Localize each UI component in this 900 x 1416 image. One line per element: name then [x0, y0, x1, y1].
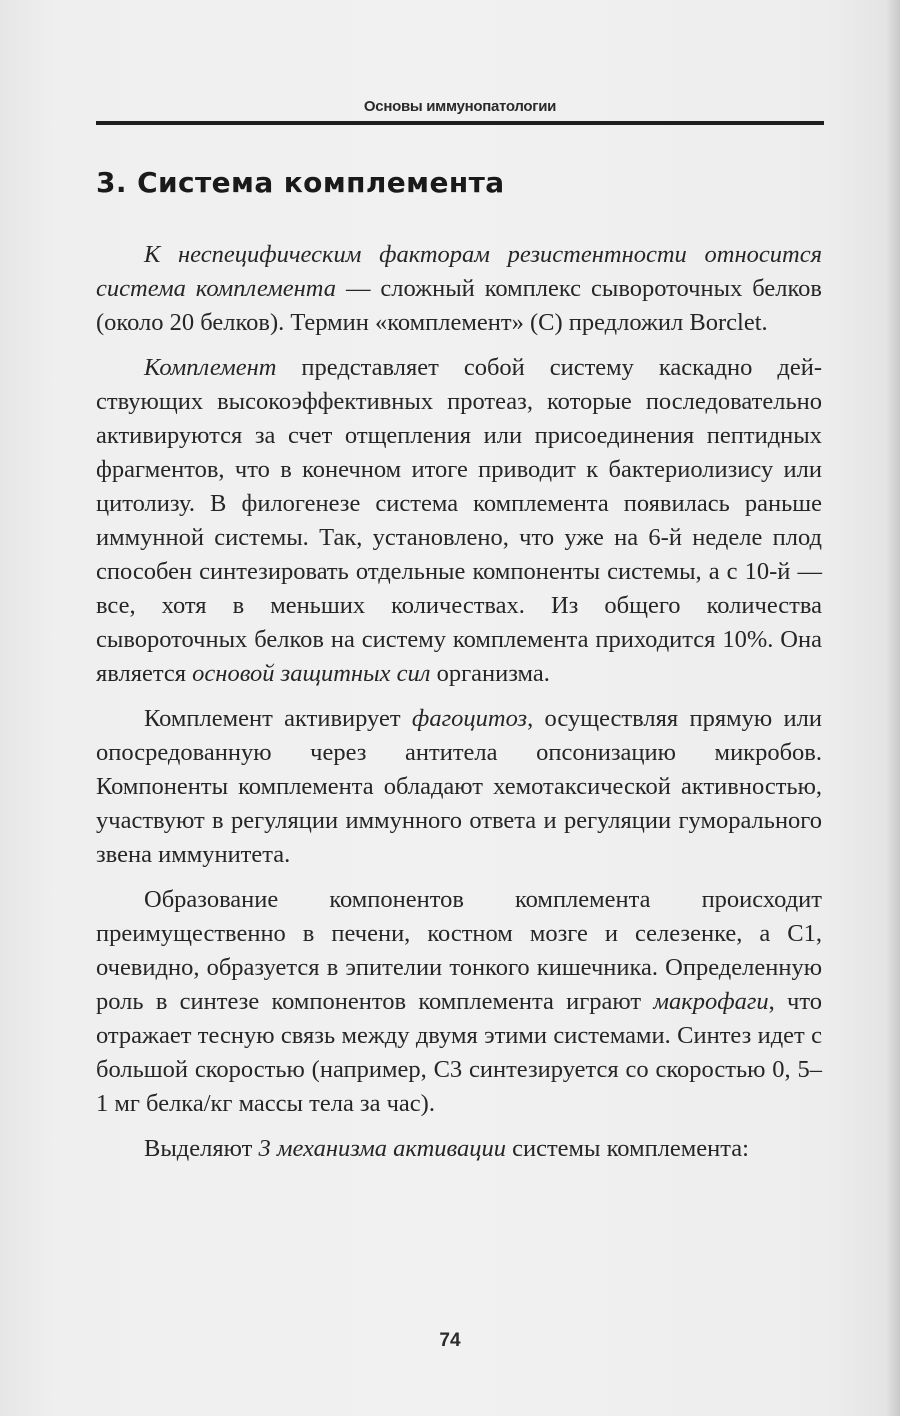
text-run: Выделяют — [144, 1135, 259, 1162]
header-rule — [96, 121, 824, 125]
text-run: , осуществляя прямую или опосредованную через антитела опсонизацию микробов. Компоненты комплемента обладают хемотаксической активностью, участвуют в регуляции иммунного ответа и регуляции гуморального звена иммунитета. — [96, 705, 822, 868]
text-run: Образование компонентов комплемента происходит преимущественно в печени, костном мозге и селезенке, а С1, очевидно, образуется в эпителии тонкого кишечника. Определенную роль в синтезе компонентов комплемента играют — [96, 886, 822, 1015]
page-edge-shadow — [886, 0, 900, 1416]
italic-run: основой защитных сил — [192, 660, 431, 687]
text-run: — сложный комплекс сывороточных белков (около 20 белков). Термин «комплемент» (С) предложил Borclet. — [96, 275, 822, 336]
text-run: организма. — [430, 660, 550, 687]
body-text — [96, 238, 822, 1166]
paragraph-5 — [96, 1132, 822, 1166]
italic-run: фагоцитоз — [411, 705, 528, 732]
text-run: , что отражает тесную связь между двумя этими системами. Синтез идет с большой скоростью (например, С3 синтезируется со скоростью 0, 5–1 мг белка/кг массы тела за час). — [96, 988, 822, 1117]
text-run: Комплемент активирует — [144, 705, 412, 732]
paragraph-1 — [96, 238, 822, 340]
paragraph-4 — [96, 883, 822, 1121]
page-number: 74 — [439, 1330, 461, 1351]
text-run: представляет собой систему каскадно действующих высокоэффективных протеаз, которые последовательно активируются за счет отщепления или присоединения пептидных фрагментов, что в конечном итоге приводит к бактериолизису или цитолизу. В филогенезе система комплемента появилась раньше иммунной системы. Так, установлено, что уже на 6-й неделе плод способен синтезировать отдельные компоненты системы, а с 10-й — все, хотя в меньших количествах. Из общего количества сывороточных белков на систему комплемента приходится 10%. Она является — [96, 354, 822, 687]
section-title: 3. Система комплемента — [96, 166, 505, 199]
italic-run: макрофаги — [653, 988, 769, 1015]
paragraph-2 — [96, 351, 822, 691]
text-run: системы комплемента: — [505, 1135, 749, 1162]
italic-run: 3 механизма активации — [258, 1135, 506, 1162]
running-head: Основы иммунопатологии — [363, 98, 557, 115]
italic-run: К неспецифическим факторам резистентности относится система комплемента — [96, 241, 822, 302]
italic-run: Комплемент — [144, 354, 277, 381]
paragraph-3 — [96, 702, 822, 872]
